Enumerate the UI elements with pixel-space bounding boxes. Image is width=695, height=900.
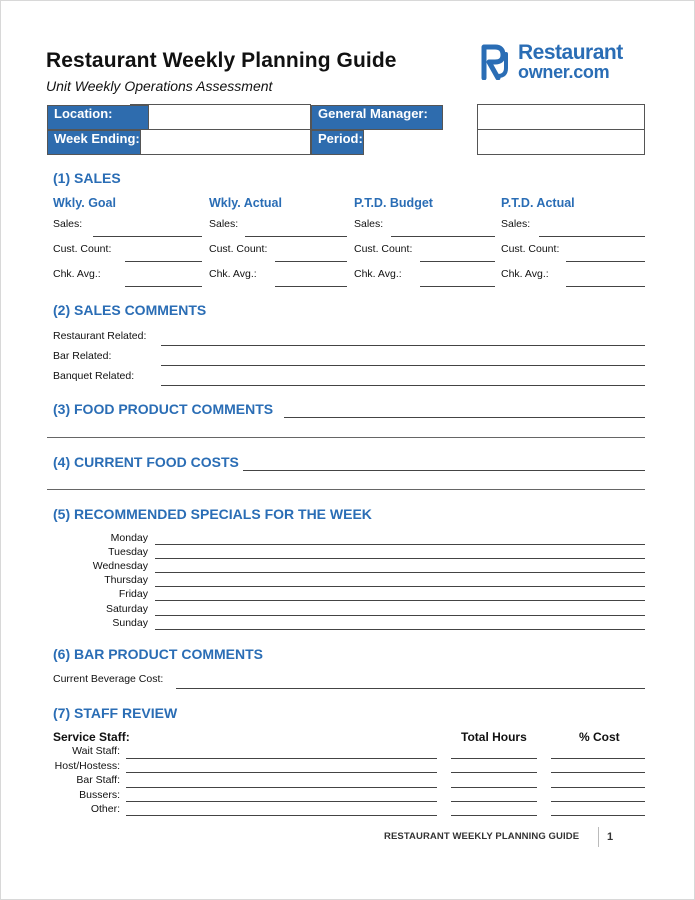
food-costs-line-2[interactable] xyxy=(47,489,645,490)
sales-label: Sales: xyxy=(501,218,531,230)
service-staff-header: Service Staff: xyxy=(53,730,130,744)
restaurant-related-line[interactable] xyxy=(161,345,645,346)
special-line-thursday[interactable] xyxy=(155,586,645,587)
chk-avg-label: Chk. Avg.: xyxy=(209,268,257,280)
period-label: Period: xyxy=(311,130,364,155)
cust-count-label: Cust. Count: xyxy=(354,243,413,255)
day-label-wednesday: Wednesday xyxy=(92,560,148,572)
cust-count-label: Cust. Count: xyxy=(53,243,112,255)
location-field[interactable] xyxy=(131,105,311,130)
sales-col-ptd-budget: P.T.D. Budget xyxy=(354,196,433,210)
staff-label-bar-staff: Bar Staff: xyxy=(76,774,120,786)
wait-staff-hours-line[interactable] xyxy=(451,758,537,759)
day-label-sunday: Sunday xyxy=(112,617,148,629)
section-staff-review-heading: (7) STAFF REVIEW xyxy=(53,705,178,721)
sales-label: Sales: xyxy=(209,218,239,230)
ptd-budget-sales-line[interactable] xyxy=(391,236,495,237)
page-subtitle: Unit Weekly Operations Assessment xyxy=(46,78,273,94)
bar-staff-cost-line[interactable] xyxy=(551,787,645,788)
staff-label-host-hostess: Host/Hostess: xyxy=(54,760,120,772)
host-hostess-hours-line[interactable] xyxy=(451,772,537,773)
page-number: 1 xyxy=(607,831,614,843)
weekly-actual-chk-line[interactable] xyxy=(275,286,347,287)
food-product-line-1[interactable] xyxy=(284,417,645,418)
beverage-cost-label: Current Beverage Cost: xyxy=(53,673,164,685)
section-food-costs-heading: (4) CURRENT FOOD COSTS xyxy=(53,454,239,470)
chk-avg-label: Chk. Avg.: xyxy=(53,268,101,280)
bussers-hours-line[interactable] xyxy=(451,801,537,802)
cust-count-label: Cust. Count: xyxy=(501,243,560,255)
special-line-wednesday[interactable] xyxy=(155,572,645,573)
page-title: Restaurant Weekly Planning Guide xyxy=(46,49,397,72)
ptd-actual-sales-line[interactable] xyxy=(539,236,645,237)
weekly-goal-sales-line[interactable] xyxy=(93,236,202,237)
bussers-line[interactable] xyxy=(126,801,437,802)
day-label-thursday: Thursday xyxy=(104,574,148,586)
food-costs-line-1[interactable] xyxy=(243,470,645,471)
section-bar-product-heading: (6) BAR PRODUCT COMMENTS xyxy=(53,646,263,662)
pct-cost-header: % Cost xyxy=(579,730,620,744)
host-hostess-cost-line[interactable] xyxy=(551,772,645,773)
bar-related-label: Bar Related: xyxy=(53,350,112,362)
other-cost-line[interactable] xyxy=(551,815,645,816)
weekly-goal-cust-line[interactable] xyxy=(125,261,202,262)
day-label-tuesday: Tuesday xyxy=(108,546,148,558)
weekly-actual-sales-line[interactable] xyxy=(245,236,347,237)
logo-text-line1: Restaurant xyxy=(518,41,623,64)
total-hours-header: Total Hours xyxy=(461,730,527,744)
day-label-saturday: Saturday xyxy=(105,603,148,615)
beverage-cost-line[interactable] xyxy=(176,688,645,689)
special-line-tuesday[interactable] xyxy=(155,558,645,559)
bar-related-line[interactable] xyxy=(161,365,645,366)
ro-logo-icon xyxy=(481,44,515,80)
week-ending-label: Week Ending: xyxy=(47,130,141,155)
logo-text-line2: owner.com xyxy=(518,62,610,82)
ptd-budget-cust-line[interactable] xyxy=(420,261,495,262)
wait-staff-line[interactable] xyxy=(126,758,437,759)
special-line-sunday[interactable] xyxy=(155,629,645,630)
ptd-budget-chk-line[interactable] xyxy=(420,286,495,287)
ptd-actual-cust-line[interactable] xyxy=(566,261,645,262)
restaurant-related-label: Restaurant Related: xyxy=(53,330,147,342)
wait-staff-cost-line[interactable] xyxy=(551,758,645,759)
banquet-related-label: Banquet Related: xyxy=(53,370,135,382)
staff-label-bussers: Bussers: xyxy=(79,789,120,801)
cust-count-label: Cust. Count: xyxy=(209,243,268,255)
section-sales-heading: (1) SALES xyxy=(53,170,121,186)
sales-col-ptd-actual: P.T.D. Actual xyxy=(501,196,575,210)
staff-label-other: Other: xyxy=(90,803,120,815)
banquet-related-line[interactable] xyxy=(161,385,645,386)
footer-title: RESTAURANT WEEKLY PLANNING GUIDE xyxy=(384,831,580,842)
section-food-product-heading: (3) FOOD PRODUCT COMMENTS xyxy=(53,401,274,417)
host-hostess-line[interactable] xyxy=(126,772,437,773)
sales-col-weekly-actual: Wkly. Actual xyxy=(209,196,282,210)
sales-label: Sales: xyxy=(354,218,384,230)
special-line-monday[interactable] xyxy=(155,544,645,545)
special-line-saturday[interactable] xyxy=(155,615,645,616)
sales-label: Sales: xyxy=(53,218,83,230)
day-label-friday: Friday xyxy=(118,588,148,600)
section-sales-comments-heading: (2) SALES COMMENTS xyxy=(53,302,207,318)
bar-staff-line[interactable] xyxy=(126,787,437,788)
other-hours-line[interactable] xyxy=(451,815,537,816)
general-manager-field[interactable] xyxy=(478,105,645,130)
other-line[interactable] xyxy=(126,815,437,816)
restaurant-owner-logo xyxy=(481,43,621,85)
chk-avg-label: Chk. Avg.: xyxy=(354,268,402,280)
food-product-line-2[interactable] xyxy=(47,437,645,438)
chk-avg-label: Chk. Avg.: xyxy=(501,268,549,280)
period-field[interactable] xyxy=(478,130,645,155)
weekly-actual-cust-line[interactable] xyxy=(275,261,347,262)
ptd-actual-chk-line[interactable] xyxy=(566,286,645,287)
section-specials-heading: (5) RECOMMENDED SPECIALS FOR THE WEEK xyxy=(53,506,372,522)
sales-col-weekly-goal: Wkly. Goal xyxy=(53,196,116,210)
bar-staff-hours-line[interactable] xyxy=(451,787,537,788)
footer-divider xyxy=(598,827,599,847)
weekly-goal-chk-line[interactable] xyxy=(125,286,202,287)
header-info-table xyxy=(47,104,645,155)
general-manager-label: General Manager: xyxy=(311,105,443,130)
week-ending-field[interactable] xyxy=(131,130,311,155)
location-label: Location: xyxy=(47,105,149,130)
day-label-monday: Monday xyxy=(110,532,148,544)
bussers-cost-line[interactable] xyxy=(551,801,645,802)
staff-label-wait-staff: Wait Staff: xyxy=(72,745,120,757)
special-line-friday[interactable] xyxy=(155,600,645,601)
